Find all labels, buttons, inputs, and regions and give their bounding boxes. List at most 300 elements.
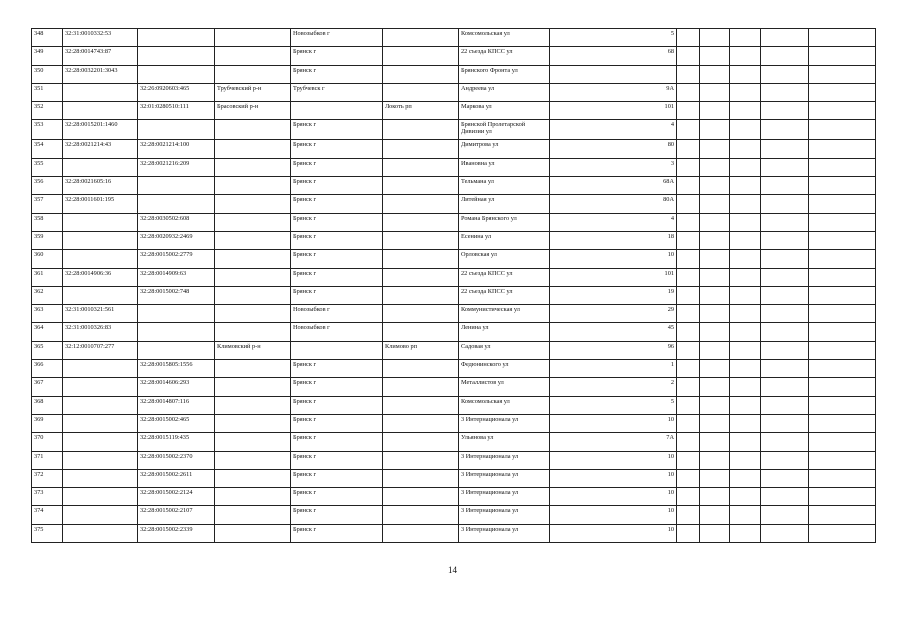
empty-cell xyxy=(677,506,700,524)
city-cell: Трубчевск г xyxy=(291,83,383,101)
empty-cell xyxy=(761,305,809,323)
row-number-cell: 352 xyxy=(32,102,63,120)
house-number-cell: 10 xyxy=(550,524,677,542)
cadastral-number-cell xyxy=(63,231,138,249)
empty-cell xyxy=(700,469,730,487)
street-cell: Садовая ул xyxy=(459,341,550,359)
empty-cell xyxy=(809,378,876,396)
row-number-cell: 370 xyxy=(32,433,63,451)
table-row xyxy=(32,360,876,378)
cadastral-number-2-cell: 32:28:0021216:209 xyxy=(138,158,215,176)
street-cell: 3 Интернационала ул xyxy=(459,451,550,469)
street-cell: Брянского Фронта ул xyxy=(459,65,550,83)
district-cell xyxy=(215,29,291,47)
district-cell xyxy=(215,268,291,286)
cadastral-number-2-cell xyxy=(138,29,215,47)
city-cell: Новозыбков г xyxy=(291,323,383,341)
settlement-cell xyxy=(383,158,459,176)
settlement-cell xyxy=(383,213,459,231)
street-cell: Маркова ул xyxy=(459,102,550,120)
empty-cell xyxy=(761,506,809,524)
empty-cell xyxy=(700,158,730,176)
settlement-cell xyxy=(383,47,459,65)
empty-cell xyxy=(809,414,876,432)
empty-cell xyxy=(809,506,876,524)
table-row xyxy=(32,488,876,506)
house-number-cell: 68А xyxy=(550,177,677,195)
cadastral-number-cell xyxy=(63,451,138,469)
cadastral-number-2-cell: 32:28:0015002:2107 xyxy=(138,506,215,524)
empty-cell xyxy=(761,29,809,47)
empty-cell xyxy=(730,83,761,101)
table-row xyxy=(32,414,876,432)
empty-cell xyxy=(677,286,700,304)
cadastral-number-2-cell xyxy=(138,341,215,359)
row-number-cell: 375 xyxy=(32,524,63,542)
district-cell xyxy=(215,469,291,487)
empty-cell xyxy=(809,524,876,542)
table-row xyxy=(32,433,876,451)
street-cell: Федюнинского ул xyxy=(459,360,550,378)
empty-cell xyxy=(730,305,761,323)
settlement-cell: Локоть рп xyxy=(383,102,459,120)
empty-cell xyxy=(677,433,700,451)
city-cell: Брянск г xyxy=(291,177,383,195)
city-cell: Брянск г xyxy=(291,414,383,432)
cadastral-number-cell xyxy=(63,414,138,432)
settlement-cell xyxy=(383,195,459,213)
empty-cell xyxy=(677,29,700,47)
empty-cell xyxy=(809,120,876,140)
empty-cell xyxy=(809,29,876,47)
empty-cell xyxy=(730,158,761,176)
house-number-cell: 101 xyxy=(550,102,677,120)
empty-cell xyxy=(761,65,809,83)
city-cell: Брянск г xyxy=(291,120,383,140)
empty-cell xyxy=(700,506,730,524)
district-cell xyxy=(215,488,291,506)
cadastral-number-2-cell: 32:28:0014909:63 xyxy=(138,268,215,286)
cadastral-number-cell xyxy=(63,102,138,120)
table-row xyxy=(32,83,876,101)
settlement-cell xyxy=(383,378,459,396)
table-row xyxy=(32,451,876,469)
empty-cell xyxy=(761,213,809,231)
empty-cell xyxy=(809,469,876,487)
empty-cell xyxy=(700,488,730,506)
empty-cell xyxy=(700,433,730,451)
row-number-cell: 351 xyxy=(32,83,63,101)
cadastral-number-2-cell: 32:28:0015002:2611 xyxy=(138,469,215,487)
empty-cell xyxy=(809,286,876,304)
row-number-cell: 374 xyxy=(32,506,63,524)
district-cell xyxy=(215,286,291,304)
empty-cell xyxy=(809,83,876,101)
cadastral-number-2-cell xyxy=(138,195,215,213)
street-cell: 22 съезда КПСС ул xyxy=(459,47,550,65)
empty-cell xyxy=(677,65,700,83)
house-number-cell: 80А xyxy=(550,195,677,213)
district-cell: Климовский р-н xyxy=(215,341,291,359)
cadastral-number-cell: 32:28:0021214:43 xyxy=(63,140,138,158)
cadastral-number-2-cell xyxy=(138,65,215,83)
row-number-cell: 353 xyxy=(32,120,63,140)
district-cell: Трубчевский р-н xyxy=(215,83,291,101)
row-number-cell: 373 xyxy=(32,488,63,506)
empty-cell xyxy=(730,140,761,158)
empty-cell xyxy=(761,286,809,304)
table-row xyxy=(32,469,876,487)
empty-cell xyxy=(700,250,730,268)
empty-cell xyxy=(761,396,809,414)
street-cell: Комсомольская ул xyxy=(459,29,550,47)
table-row xyxy=(32,177,876,195)
empty-cell xyxy=(809,158,876,176)
table-row xyxy=(32,268,876,286)
table-row xyxy=(32,29,876,47)
city-cell xyxy=(291,102,383,120)
district-cell xyxy=(215,250,291,268)
house-number-cell: 96 xyxy=(550,341,677,359)
street-cell: Литейная ул xyxy=(459,195,550,213)
district-cell xyxy=(215,195,291,213)
empty-cell xyxy=(677,231,700,249)
street-cell: Андреева ул xyxy=(459,83,550,101)
row-number-cell: 362 xyxy=(32,286,63,304)
street-cell: Ивановна ул xyxy=(459,158,550,176)
house-number-cell: 10 xyxy=(550,250,677,268)
empty-cell xyxy=(700,451,730,469)
settlement-cell xyxy=(383,177,459,195)
empty-cell xyxy=(677,414,700,432)
empty-cell xyxy=(677,524,700,542)
empty-cell xyxy=(761,120,809,140)
empty-cell xyxy=(700,268,730,286)
street-cell: Ленина ул xyxy=(459,323,550,341)
cadastral-number-2-cell: 32:26:0920603:465 xyxy=(138,83,215,101)
street-cell: Комсомольская ул xyxy=(459,396,550,414)
cadastral-number-cell: 32:12:0010707:277 xyxy=(63,341,138,359)
empty-cell xyxy=(809,140,876,158)
empty-cell xyxy=(677,378,700,396)
cadastral-number-2-cell: 32:01:0280510:111 xyxy=(138,102,215,120)
settlement-cell xyxy=(383,506,459,524)
empty-cell xyxy=(730,524,761,542)
empty-cell xyxy=(761,323,809,341)
empty-cell xyxy=(730,47,761,65)
settlement-cell xyxy=(383,433,459,451)
empty-cell xyxy=(809,488,876,506)
cadastral-number-cell: 32:28:0015201:1460 xyxy=(63,120,138,140)
district-cell xyxy=(215,158,291,176)
cadastral-number-2-cell: 32:28:0015002:465 xyxy=(138,414,215,432)
district-cell xyxy=(215,433,291,451)
city-cell: Брянск г xyxy=(291,286,383,304)
empty-cell xyxy=(809,451,876,469)
empty-cell xyxy=(677,213,700,231)
empty-cell xyxy=(761,250,809,268)
table-row xyxy=(32,47,876,65)
district-cell xyxy=(215,524,291,542)
city-cell: Брянск г xyxy=(291,47,383,65)
street-cell: Металлистов ул xyxy=(459,378,550,396)
empty-cell xyxy=(677,195,700,213)
row-number-cell: 363 xyxy=(32,305,63,323)
empty-cell xyxy=(677,83,700,101)
cadastral-number-cell xyxy=(63,158,138,176)
empty-cell xyxy=(809,231,876,249)
empty-cell xyxy=(761,341,809,359)
city-cell: Брянск г xyxy=(291,65,383,83)
city-cell: Брянск г xyxy=(291,231,383,249)
settlement-cell xyxy=(383,360,459,378)
empty-cell xyxy=(761,360,809,378)
house-number-cell: 9А xyxy=(550,83,677,101)
cadastral-number-2-cell: 32:28:0015002:2779 xyxy=(138,250,215,268)
settlement-cell xyxy=(383,323,459,341)
street-cell: 3 Интернационала ул xyxy=(459,524,550,542)
empty-cell xyxy=(730,268,761,286)
row-number-cell: 366 xyxy=(32,360,63,378)
empty-cell xyxy=(700,360,730,378)
empty-cell xyxy=(730,120,761,140)
city-cell: Брянск г xyxy=(291,213,383,231)
house-number-cell: 3 xyxy=(550,158,677,176)
district-cell xyxy=(215,360,291,378)
row-number-cell: 356 xyxy=(32,177,63,195)
street-cell: Романа Брянского ул xyxy=(459,213,550,231)
empty-cell xyxy=(809,213,876,231)
empty-cell xyxy=(761,451,809,469)
street-cell: Орловская ул xyxy=(459,250,550,268)
city-cell: Брянск г xyxy=(291,250,383,268)
cadastral-number-2-cell: 32:28:0015002:2124 xyxy=(138,488,215,506)
table-row xyxy=(32,213,876,231)
row-number-cell: 368 xyxy=(32,396,63,414)
cadastral-number-2-cell: 32:28:0030502:608 xyxy=(138,213,215,231)
district-cell xyxy=(215,231,291,249)
cadastral-number-2-cell xyxy=(138,305,215,323)
empty-cell xyxy=(809,323,876,341)
empty-cell xyxy=(761,378,809,396)
city-cell xyxy=(291,341,383,359)
empty-cell xyxy=(809,47,876,65)
empty-cell xyxy=(730,231,761,249)
settlement-cell xyxy=(383,83,459,101)
settlement-cell xyxy=(383,140,459,158)
settlement-cell xyxy=(383,414,459,432)
table-row xyxy=(32,158,876,176)
empty-cell xyxy=(809,268,876,286)
house-number-cell: 5 xyxy=(550,396,677,414)
district-cell xyxy=(215,47,291,65)
cadastral-number-cell xyxy=(63,378,138,396)
house-number-cell: 10 xyxy=(550,469,677,487)
city-cell: Брянск г xyxy=(291,433,383,451)
house-number-cell: 10 xyxy=(550,488,677,506)
house-number-cell: 80 xyxy=(550,140,677,158)
settlement-cell xyxy=(383,250,459,268)
cadastral-number-2-cell: 32:28:0021214:100 xyxy=(138,140,215,158)
empty-cell xyxy=(700,323,730,341)
house-number-cell: 68 xyxy=(550,47,677,65)
settlement-cell xyxy=(383,524,459,542)
cadastral-number-2-cell xyxy=(138,47,215,65)
empty-cell xyxy=(677,268,700,286)
cadastral-number-cell xyxy=(63,213,138,231)
house-number-cell: 10 xyxy=(550,506,677,524)
empty-cell xyxy=(700,120,730,140)
settlement-cell xyxy=(383,305,459,323)
table-row xyxy=(32,506,876,524)
table-row xyxy=(32,65,876,83)
city-cell: Новозыбков г xyxy=(291,305,383,323)
house-number-cell: 2 xyxy=(550,378,677,396)
row-number-cell: 371 xyxy=(32,451,63,469)
cadastral-number-2-cell: 32:28:0015002:2370 xyxy=(138,451,215,469)
empty-cell xyxy=(761,102,809,120)
empty-cell xyxy=(809,195,876,213)
street-cell: 22 съезда КПСС ул xyxy=(459,286,550,304)
settlement-cell xyxy=(383,268,459,286)
cadastral-number-2-cell: 32:28:0014606:293 xyxy=(138,378,215,396)
cadastral-number-cell xyxy=(63,488,138,506)
cadastral-number-cell xyxy=(63,433,138,451)
district-cell xyxy=(215,213,291,231)
cadastral-number-cell: 32:28:0021605:16 xyxy=(63,177,138,195)
empty-cell xyxy=(677,305,700,323)
table-row xyxy=(32,120,876,140)
district-cell xyxy=(215,414,291,432)
city-cell: Брянск г xyxy=(291,268,383,286)
empty-cell xyxy=(700,378,730,396)
empty-cell xyxy=(730,250,761,268)
empty-cell xyxy=(730,506,761,524)
empty-cell xyxy=(761,414,809,432)
cadastral-number-cell: 32:31:0010321:561 xyxy=(63,305,138,323)
settlement-cell xyxy=(383,29,459,47)
house-number-cell: 18 xyxy=(550,231,677,249)
city-cell: Брянск г xyxy=(291,451,383,469)
city-cell: Брянск г xyxy=(291,396,383,414)
settlement-cell xyxy=(383,488,459,506)
street-cell: Тельмана ул xyxy=(459,177,550,195)
house-number-cell: 19 xyxy=(550,286,677,304)
cadastral-number-2-cell xyxy=(138,177,215,195)
empty-cell xyxy=(761,140,809,158)
empty-cell xyxy=(700,396,730,414)
street-cell: Есенина ул xyxy=(459,231,550,249)
empty-cell xyxy=(761,195,809,213)
row-number-cell: 364 xyxy=(32,323,63,341)
empty-cell xyxy=(700,83,730,101)
city-cell: Брянск г xyxy=(291,524,383,542)
empty-cell xyxy=(809,102,876,120)
settlement-cell xyxy=(383,286,459,304)
house-number-cell: 101 xyxy=(550,268,677,286)
settlement-cell xyxy=(383,65,459,83)
empty-cell xyxy=(700,231,730,249)
district-cell xyxy=(215,305,291,323)
city-cell: Брянск г xyxy=(291,469,383,487)
district-cell xyxy=(215,65,291,83)
registry-table xyxy=(31,28,876,543)
street-cell: Ульянова ул xyxy=(459,433,550,451)
street-cell: 3 Интернационала ул xyxy=(459,414,550,432)
empty-cell xyxy=(700,177,730,195)
empty-cell xyxy=(700,305,730,323)
row-number-cell: 360 xyxy=(32,250,63,268)
street-cell: 3 Интернационала ул xyxy=(459,506,550,524)
settlement-cell xyxy=(383,231,459,249)
street-cell: Брянской Пролетарской Дивизии ул xyxy=(459,120,550,140)
cadastral-number-cell xyxy=(63,524,138,542)
district-cell xyxy=(215,451,291,469)
empty-cell xyxy=(809,341,876,359)
empty-cell xyxy=(730,341,761,359)
empty-cell xyxy=(809,305,876,323)
empty-cell xyxy=(677,120,700,140)
settlement-cell xyxy=(383,120,459,140)
row-number-cell: 350 xyxy=(32,65,63,83)
city-cell: Брянск г xyxy=(291,378,383,396)
house-number-cell: 7А xyxy=(550,433,677,451)
cadastral-number-cell: 32:28:0014906:36 xyxy=(63,268,138,286)
house-number-cell: 10 xyxy=(550,451,677,469)
house-number-cell: 29 xyxy=(550,305,677,323)
cadastral-number-2-cell: 32:28:0020932:2469 xyxy=(138,231,215,249)
empty-cell xyxy=(730,414,761,432)
empty-cell xyxy=(730,195,761,213)
empty-cell xyxy=(761,433,809,451)
row-number-cell: 361 xyxy=(32,268,63,286)
empty-cell xyxy=(730,488,761,506)
district-cell xyxy=(215,177,291,195)
empty-cell xyxy=(730,213,761,231)
empty-cell xyxy=(677,341,700,359)
empty-cell xyxy=(761,83,809,101)
table-row xyxy=(32,195,876,213)
street-cell: Коммунистическая ул xyxy=(459,305,550,323)
empty-cell xyxy=(700,286,730,304)
cadastral-number-cell: 32:31:0010326:83 xyxy=(63,323,138,341)
cadastral-number-cell: 32:28:0014743:87 xyxy=(63,47,138,65)
settlement-cell xyxy=(383,451,459,469)
empty-cell xyxy=(761,231,809,249)
page-number: 14 xyxy=(448,565,457,575)
settlement-cell xyxy=(383,469,459,487)
empty-cell xyxy=(730,378,761,396)
cadastral-number-cell: 32:31:0010332:53 xyxy=(63,29,138,47)
empty-cell xyxy=(730,177,761,195)
cadastral-number-cell: 32:28:0032201:3043 xyxy=(63,65,138,83)
row-number-cell: 348 xyxy=(32,29,63,47)
empty-cell xyxy=(809,250,876,268)
empty-cell xyxy=(730,469,761,487)
empty-cell xyxy=(761,524,809,542)
empty-cell xyxy=(677,488,700,506)
table-row xyxy=(32,524,876,542)
district-cell xyxy=(215,323,291,341)
house-number-cell: 10 xyxy=(550,414,677,432)
empty-cell xyxy=(809,177,876,195)
empty-cell xyxy=(809,396,876,414)
empty-cell xyxy=(677,396,700,414)
empty-cell xyxy=(700,47,730,65)
table-row xyxy=(32,341,876,359)
district-cell xyxy=(215,120,291,140)
empty-cell xyxy=(730,323,761,341)
